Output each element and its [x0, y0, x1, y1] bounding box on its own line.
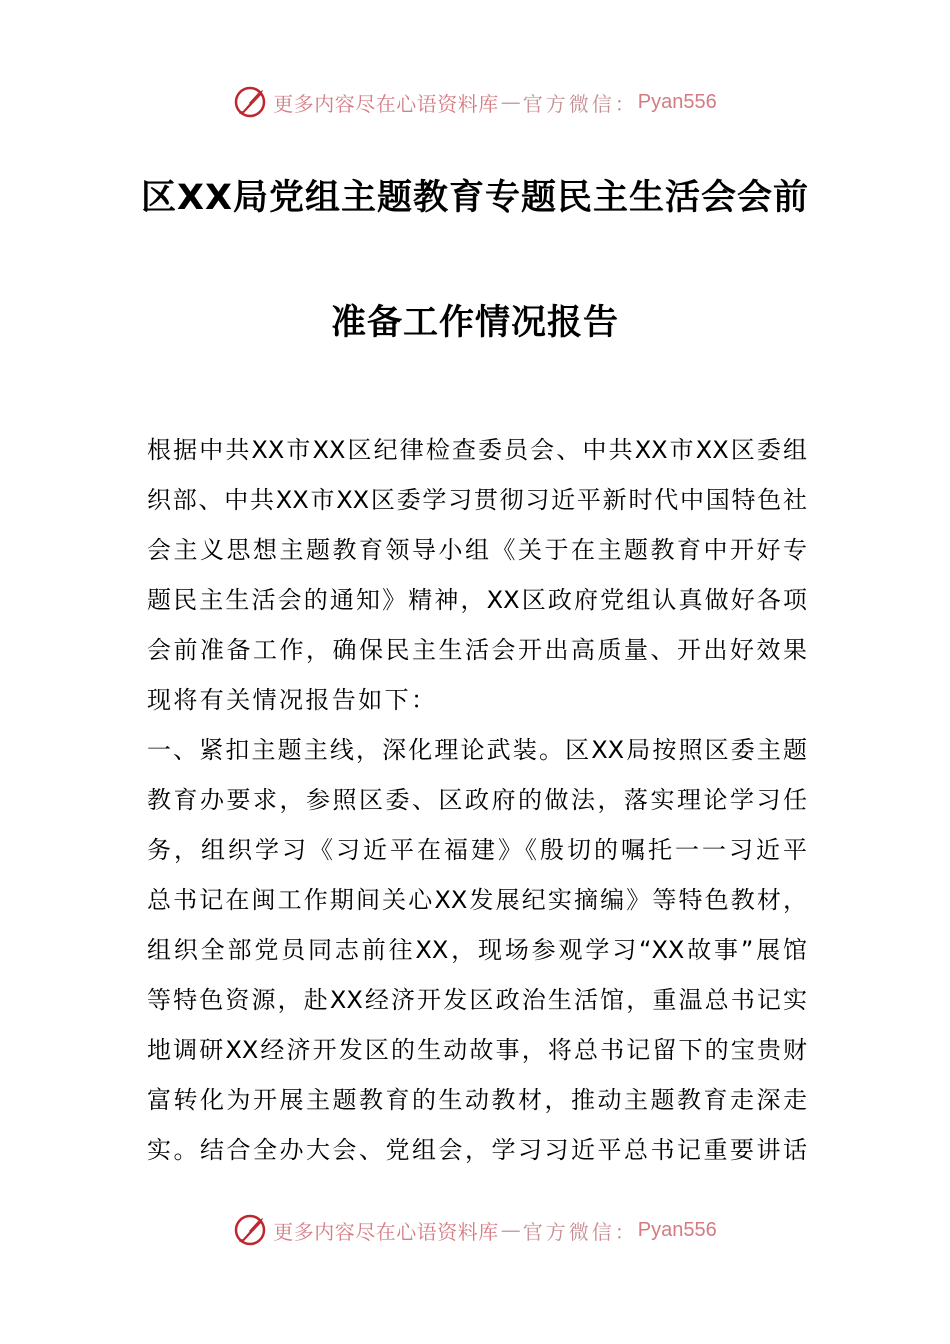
body-line: 总书记在闽工作期间关心XX发展纪实摘编》等特色教材，	[147, 886, 807, 914]
body-line: 根据中共XX市XX区纪律检查委员会、中共XX市XX区委组	[147, 436, 807, 464]
watermark-wechat-id: Pyan556	[637, 1218, 717, 1241]
body-line: 一、紧扣主题主线，深化理论武装。区XX局按照区委主题	[147, 736, 807, 764]
watermark-site-text: 更多内容尽在心语资料库	[273, 1219, 499, 1244]
document-body	[147, 425, 807, 1175]
watermark-banner-bottom	[0, 1210, 950, 1250]
body-line: 题民主生活会的通知》精神，XX区政府党组认真做好各项	[147, 586, 807, 614]
body-line: 地调研XX经济开发区的生动故事，将总书记留下的宝贵财	[147, 1036, 807, 1064]
quill-logo-icon	[233, 1212, 269, 1248]
watermark-wechat-label: 官方微信：	[522, 91, 638, 116]
body-line: 等特色资源，赴XX经济开发区政治生活馆，重温总书记实	[147, 986, 807, 1014]
body-line: 现将有关情况报告如下：	[147, 686, 438, 714]
body-line: 富转化为开展主题教育的生动教材，推动主题教育走深走	[147, 1086, 807, 1114]
document-title-line-2: 准备工作情况报告	[330, 303, 619, 343]
watermark-separator: —	[500, 90, 521, 114]
watermark-wechat-label: 官方微信：	[522, 1219, 638, 1244]
body-line: 实。结合全办大会、党组会，学习习近平总书记重要讲话	[147, 1136, 807, 1164]
body-line: 会主义思想主题教育领导小组《关于在主题教育中开好专	[147, 536, 807, 564]
document-title-line-1: 区XX局党组主题教育专题民主生活会会前	[141, 178, 809, 218]
body-line: 会前准备工作，确保民主生活会开出高质量、开出好效果	[147, 636, 807, 664]
body-line: 教育办要求，参照区委、区政府的做法，落实理论学习任	[147, 786, 807, 814]
quill-logo-icon	[233, 84, 269, 120]
watermark-separator: —	[500, 1218, 521, 1242]
watermark-wechat-id: Pyan556	[637, 90, 717, 113]
body-line: 织部、中共XX市XX区委学习贯彻习近平新时代中国特色社	[147, 486, 807, 514]
body-line: 组织全部党员同志前往XX，现场参观学习“XX故事”展馆	[147, 936, 807, 964]
watermark-site-text: 更多内容尽在心语资料库	[273, 91, 499, 116]
watermark-banner-top	[0, 82, 950, 122]
body-line: 务，组织学习《习近平在福建》《殷切的嘱托一一习近平	[147, 836, 807, 864]
